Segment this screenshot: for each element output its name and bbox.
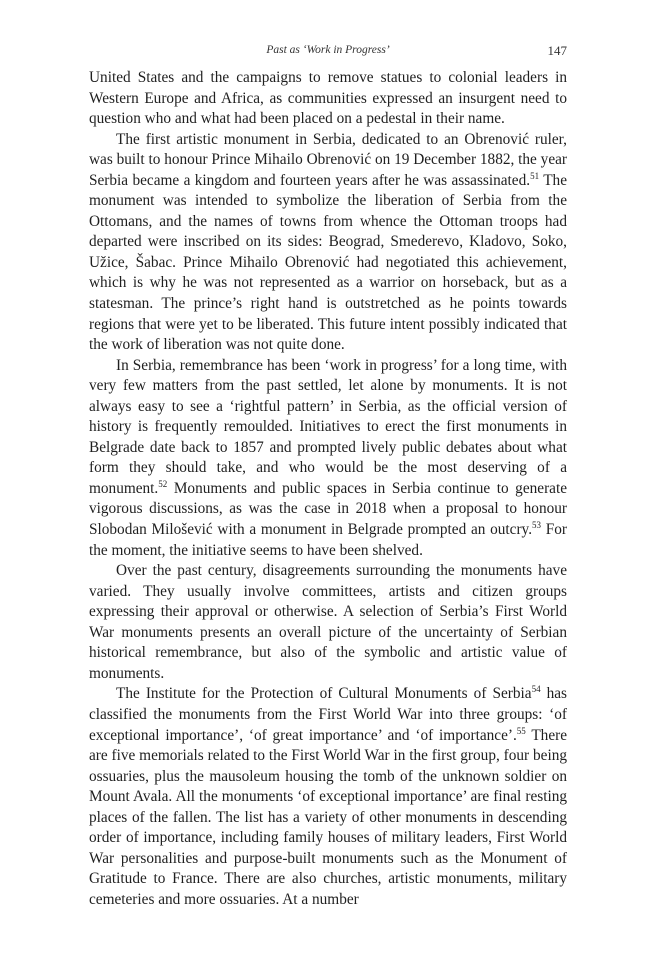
text-run: Over the past century, disagreements surrounding the monuments have varied. They usually involve committees, artists and citizen groups expressing their approval or otherwise. A selection of Serbia’s First World War monuments presents an overall picture of the uncertainty of Serbian historical remembrance, but also of the symbolic and artistic value of monuments.	[89, 562, 567, 682]
running-title: Past as ‘Work in Progress’	[266, 44, 390, 56]
text-run: The first artistic monument in Serbia, dedicated to an Obrenović ruler, was built to honour Prince Mihailo Obrenović on 19 December 1882, the year Serbia became a kingdom and fourteen years after he was assassinated.	[89, 130, 567, 189]
text-run: has classified the monuments from the First World War into three groups: ‘of exceptional importance’, ‘of great importance’ and ‘of importance’.	[89, 685, 568, 744]
footnote-marker: 54	[531, 684, 541, 695]
running-head	[89, 44, 567, 62]
text-run: United States and the campaigns to remove statues to colonial leaders in Western Europe and Africa, as communities expressed an insurgent need to question who and what had been placed on a pedestal in their name.	[89, 69, 567, 128]
paragraph	[89, 356, 567, 561]
text-run: In Serbia, remembrance has been ‘work in progress’ for a long time, with very few matters from the past settled, let alone by monuments. It is not always easy to see a ‘rightful pattern’ in Serbia, as the official version of history is frequently remoulded. Initiatives to erect the first monuments in Belgrade date back to 1857 and prompted lively public debates about what form they should take, and who would be the most deserving of a monument.	[89, 356, 567, 497]
footnote-marker: 51	[530, 170, 540, 181]
body-text	[89, 68, 567, 910]
text-run: The monument was intended to symbolize the liberation of Serbia from the Ottomans, and the names of towns from whence the Ottoman troops had departed were inscribed on its sides: Beograd, Smederevo, Kladovo, Soko, Užice, Šabac. Prince Mihailo Obrenović had negotiated this achievement, which is why he was not represented as a warrior on horseback, but as a statesman. The prince’s right hand is outstretched as he points towards regions that were yet to be liberated. This future intent possibly indicated that the work of liberation was not quite done.	[89, 171, 567, 354]
text-run: The Institute for the Protection of Cultural Monuments of Serbia	[116, 685, 532, 703]
paragraph	[89, 561, 567, 684]
paragraph	[89, 684, 567, 910]
footnote-marker: 53	[532, 519, 542, 530]
text-run: For the moment, the initiative seems to have been shelved.	[89, 521, 567, 559]
paragraph	[89, 68, 567, 130]
footnote-marker: 55	[516, 725, 526, 736]
footnote-marker: 52	[158, 478, 168, 489]
text-run: There are five memorials related to the First World War in the first group, four being ossuaries, plus the mausoleum housing the tomb of the unknown soldier on Mount Avala. All the monuments ‘of exceptional importance’ are final resting places of the fallen. The list has a variety of other monuments in descending order of importance, including family houses of military leaders, First World War personalities and purpose-built monuments such as the Monument of Gratitude to France. There are also churches, artistic monuments, military cemeteries and more ossuaries. At a number	[89, 726, 567, 908]
paragraph	[89, 130, 567, 356]
text-run: Monuments and public spaces in Serbia continue to generate vigorous discussions, as was the case in 2018 when a proposal to honour Slobodan Milošević with a monument in Belgrade prompted an outcry.	[89, 479, 567, 539]
page-number: 147	[547, 43, 567, 58]
